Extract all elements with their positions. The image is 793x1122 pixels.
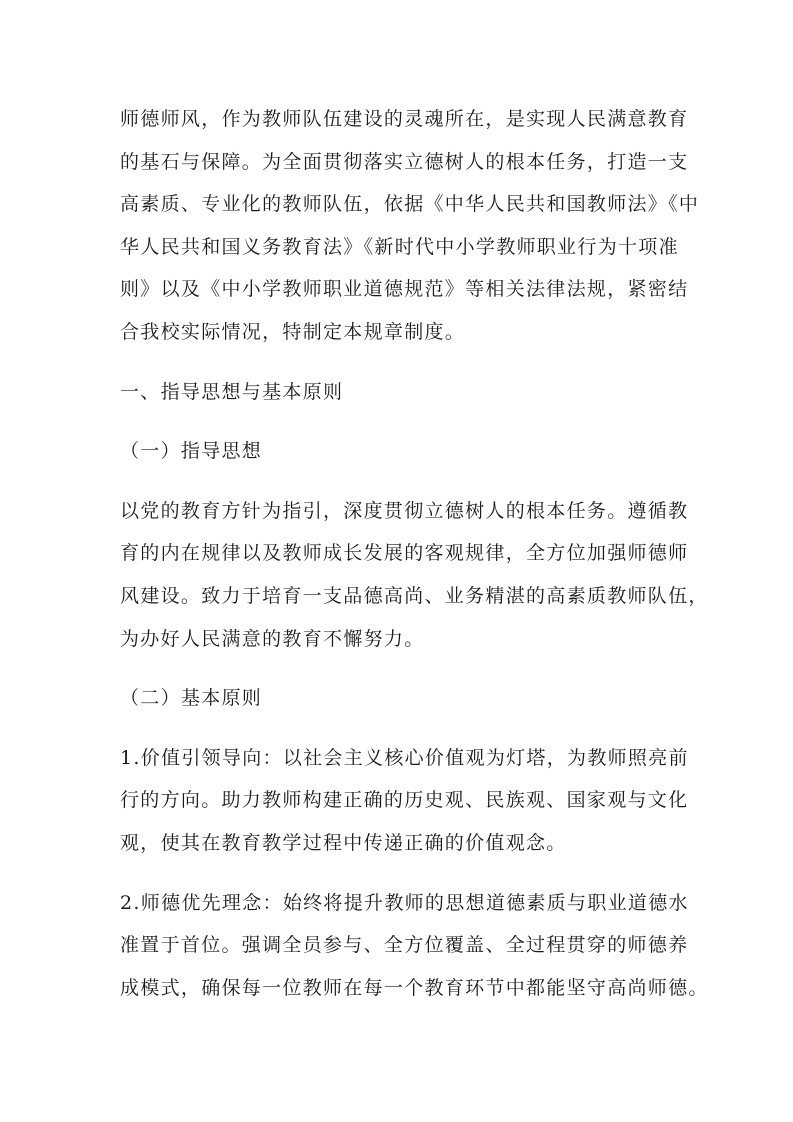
text-line: 师德师风，作为教师队伍建设的灵魂所在，是实现人民满意教育 — [120, 108, 689, 130]
text-line: 准置于首位。强调全员参与、全方位覆盖、全过程贯穿的师德养 — [120, 934, 689, 957]
text-line: 为办好人民满意的教育不懈努力。 — [120, 627, 425, 650]
text-line: 成模式，确保每一位教师在每一个教育环节中都能坚守高尚师德。 — [120, 976, 709, 999]
subsection-heading-text: （一）指导思想 — [120, 440, 263, 463]
text-line: 华人民共和国义务教育法》《新时代中小学教师职业行为十项准 — [120, 235, 679, 258]
text-line: 合我校实际情况，特制定本规章制度。 — [120, 320, 466, 343]
text-line: 以党的教育方针为指引，深度贯彻立德树人的根本任务。遵循教 — [120, 499, 689, 522]
text-line: 则》以及《中小学教师职业道德规范》等相关法律法规，紧密结 — [120, 278, 689, 301]
text-line: 观，使其在教育教学过程中传递正确的价值观念。 — [120, 831, 567, 854]
section-heading-text: 一、指导思想与基本原则 — [120, 380, 344, 403]
subsection-heading-guiding-ideology — [120, 430, 676, 473]
text-line: 2.师德优先理念：始终将提升教师的思想道德素质与职业道德水 — [120, 891, 689, 914]
text-line: 育的内在规律以及教师成长发展的客观规律，全方位加强师德师 — [120, 542, 689, 565]
text-line: 高素质、专业化的教师队伍，依据《中华人民共和国教师法》《中 — [120, 193, 700, 216]
text-line: 1.价值引领导向：以社会主义核心价值观为灯塔，为教师照亮前 — [120, 746, 689, 769]
text-line: 的基石与保障。为全面贯彻落实立德树人的根本任务，打造一支 — [120, 150, 689, 173]
principle-2-paragraph — [120, 882, 709, 1010]
text-line: 风建设。致力于培育一支品德高尚、业务精湛的高素质教师队伍， — [120, 584, 709, 607]
subsection-heading-text: （二）基本原则 — [120, 687, 263, 710]
guiding-ideology-paragraph — [120, 490, 709, 660]
document-page — [120, 98, 709, 1026]
section-heading — [120, 371, 676, 414]
intro-paragraph — [120, 98, 700, 354]
subsection-heading-basic-principles — [120, 677, 676, 720]
principle-1-paragraph — [120, 737, 689, 865]
text-line: 行的方向。助力教师构建正确的历史观、民族观、国家观与文化 — [120, 789, 689, 812]
